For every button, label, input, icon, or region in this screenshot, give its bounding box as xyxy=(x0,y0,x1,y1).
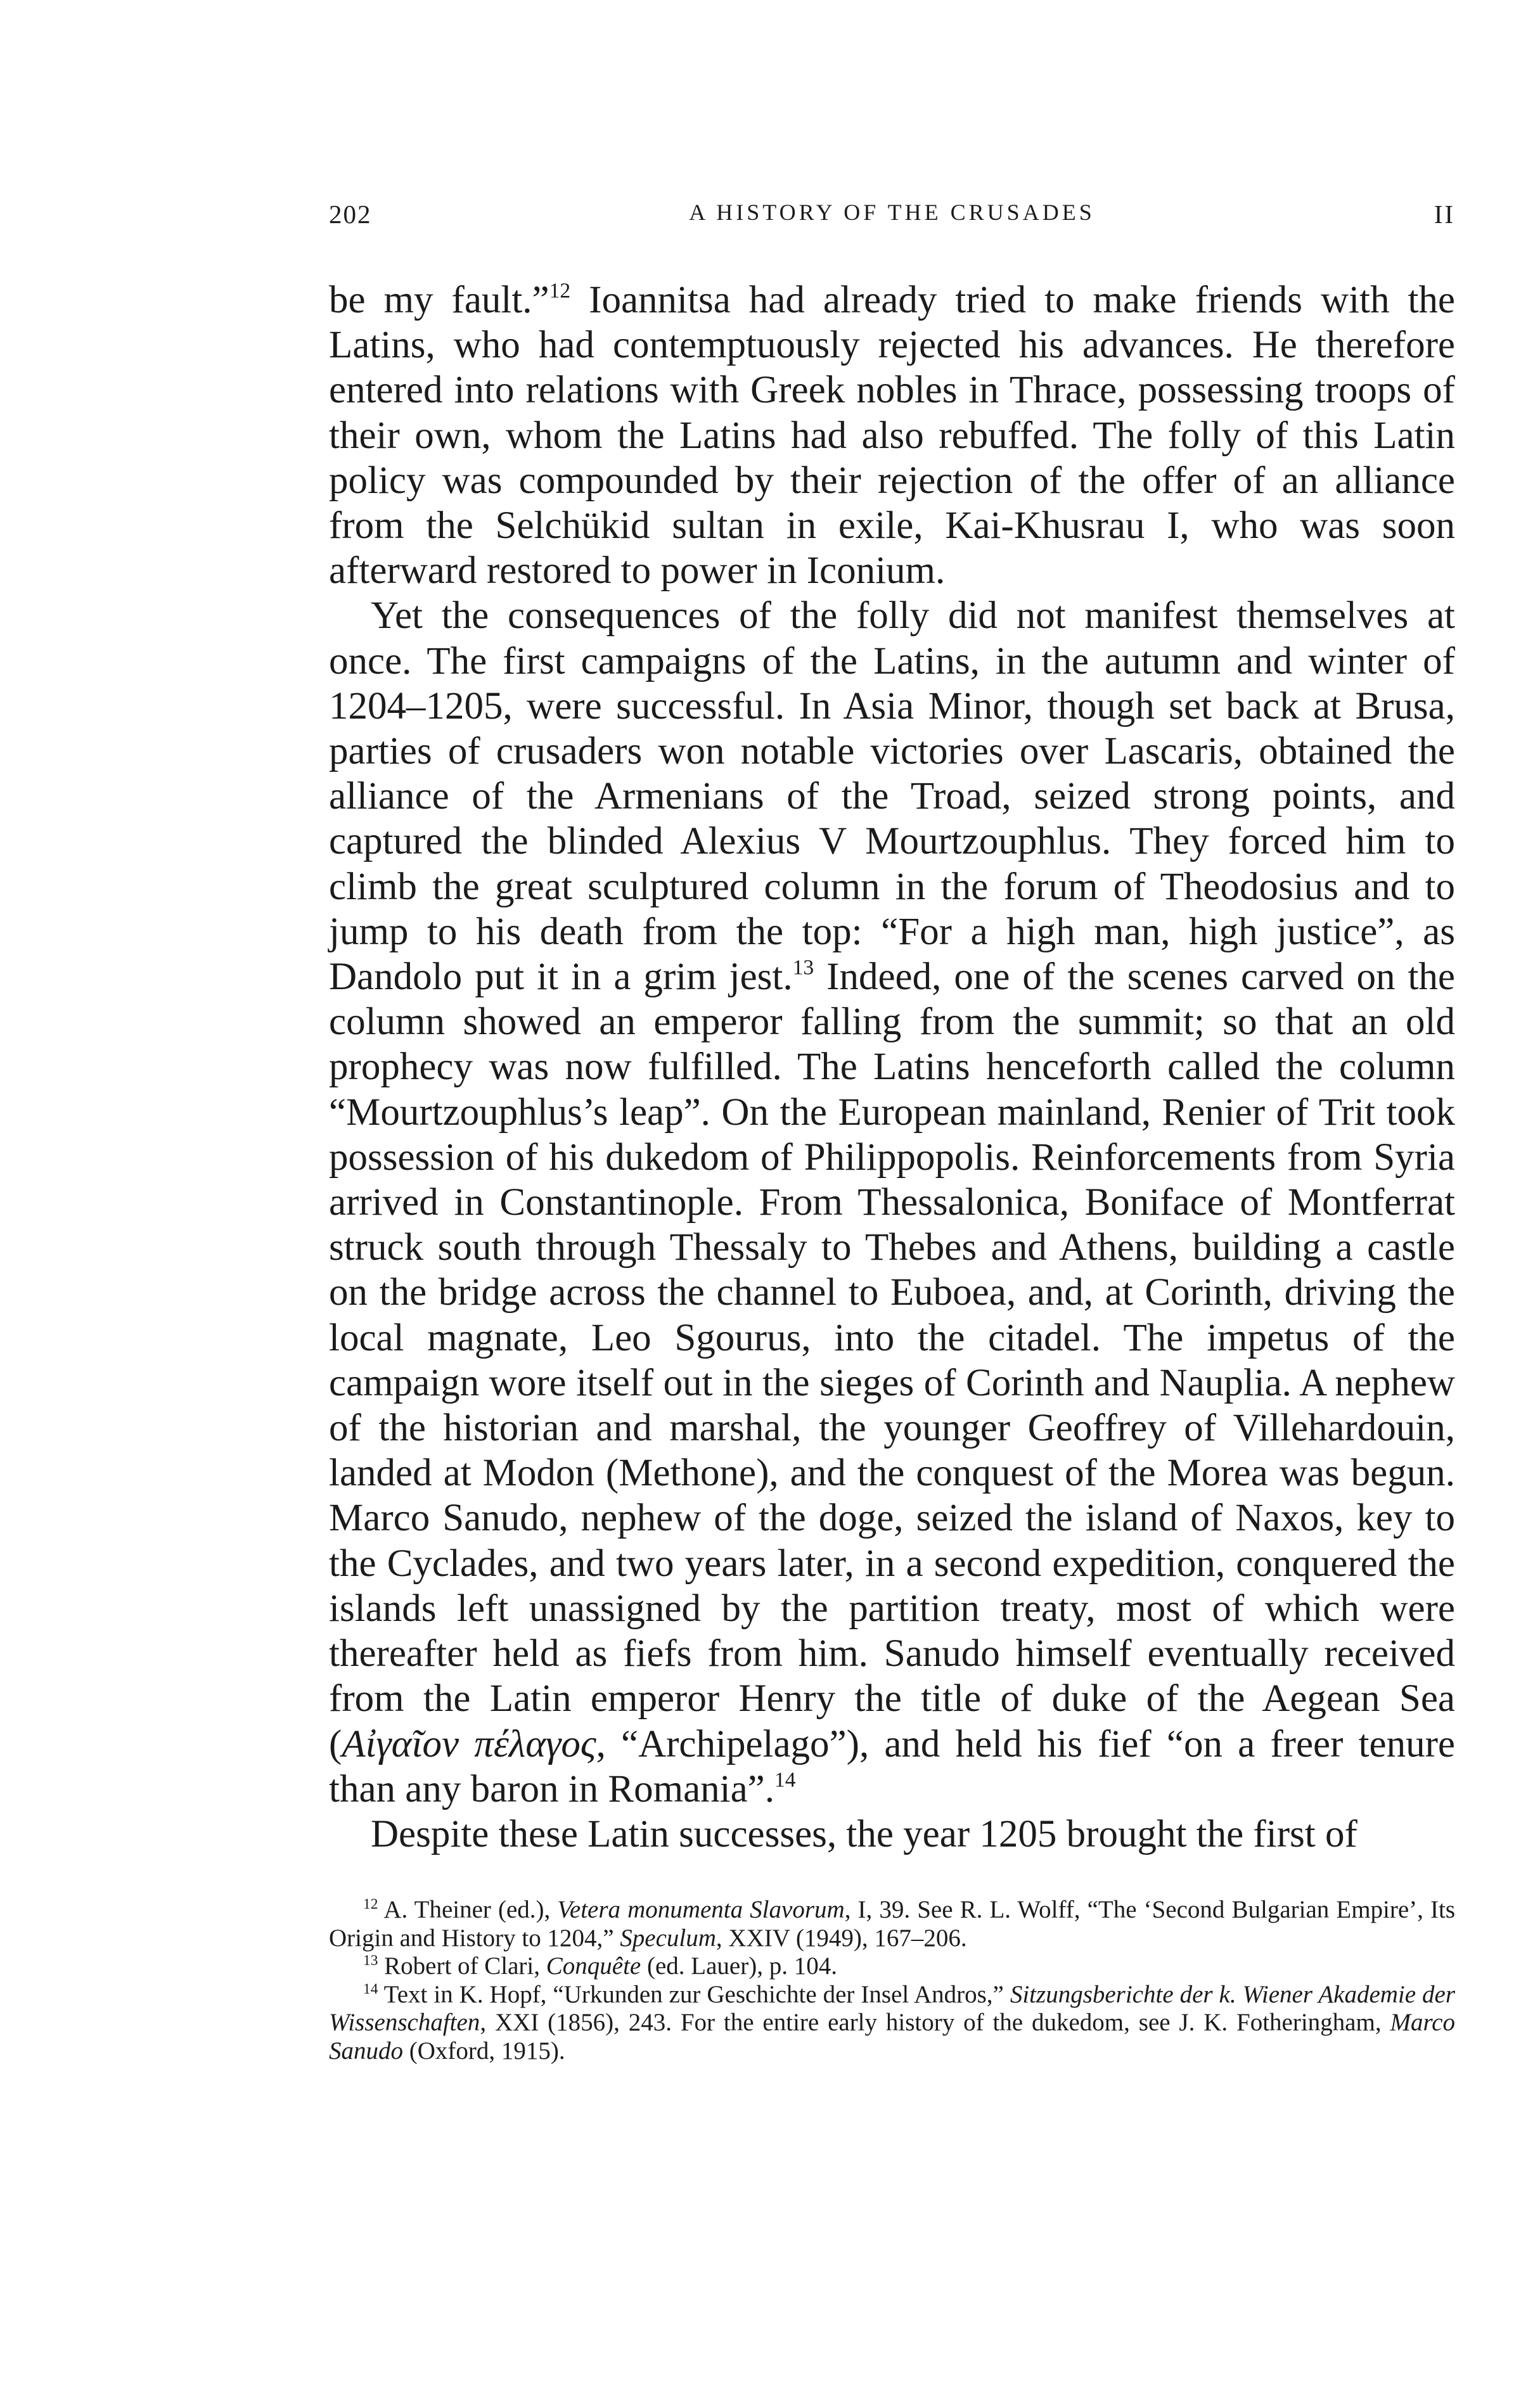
page-number: 202 xyxy=(329,200,372,229)
footnote-12-journal: Speculum xyxy=(620,1924,716,1952)
volume-number: II xyxy=(1434,200,1455,229)
paragraph-1-text-b: Ioannitsa had already tried to make friends with the Latins, who had contemptuously rejected his advances. He therefore entered into relations with Greek nobles in Thrace, possessing troops of their own, whom the Latins had also rebuffed. The folly of this Latin policy was compounded by their rejection of the offer of an alliance from the Selchükid sultan in exile, Kai-Khusrau I, who was soon afterward restored to power in Iconium. xyxy=(329,279,1455,592)
footnote-12-text-c: , XXIV (1949), 167–206. xyxy=(716,1924,967,1952)
footnote-ref-12: 12 xyxy=(549,279,571,303)
footnote-ref-13: 13 xyxy=(792,956,814,980)
footnote-14 xyxy=(329,1981,1455,2066)
paragraph-3 xyxy=(329,1812,1455,1857)
greek-phrase: Αἰγαῖον πέλαγος xyxy=(342,1722,596,1765)
footnotes xyxy=(329,1896,1455,2065)
footnote-14-text-a: Text in K. Hopf, “Urkunden zur Geschichte der Insel Andros,” xyxy=(378,1980,1010,2008)
paragraph-2-text-c: , “Archipelago”), and held his fief “on a freer tenure than any baron in Romania”. xyxy=(329,1722,1455,1810)
paragraph-3-text: Despite these Latin successes, the year 1205 brought the first of xyxy=(371,1812,1357,1855)
running-head xyxy=(329,190,1455,234)
paragraph-1 xyxy=(329,278,1455,593)
footnote-14-text-c: (Oxford, 1915). xyxy=(403,2037,565,2065)
main-text xyxy=(329,278,1455,1857)
footnote-12-text-b: , I, 39. See R. L. Wolff, “The ‘Second Bulgarian Empire’, Its Origin and History to 1204,” xyxy=(329,1896,1456,1952)
footnote-12-text-a: A. Theiner (ed.), xyxy=(378,1896,558,1924)
footnote-12 xyxy=(329,1896,1455,1952)
book-page xyxy=(329,190,1455,2065)
footnote-14-text-b: , XXI (1856), 243. For the entire early history of the dukedom, see J. K. Fotheringham, xyxy=(480,2009,1390,2037)
footnote-13-text-a: Robert of Clari, xyxy=(378,1952,546,1980)
footnote-13-work-title: Conquête xyxy=(546,1952,641,1980)
running-title: A HISTORY OF THE CRUSADES xyxy=(689,200,1095,225)
paragraph-1-text-a: be my fault.” xyxy=(329,279,549,321)
footnote-14-journal: Sitzungsberichte der k. Wiener Akademie der Wissenschaften xyxy=(329,1980,1456,2037)
paragraph-2 xyxy=(329,593,1455,1811)
footnote-12-number: 12 xyxy=(363,1896,378,1913)
footnote-14-work-title: Marco Sanudo xyxy=(329,2009,1455,2065)
paragraph-2-text-b: Indeed, one of the scenes carved on the column showed an emperor falling from the summit; so that an old prophecy was now fulfilled. The Latins henceforth called the column “Mourtzouphlus’s leap”. On the European mainland, Renier of Trit took possession of his dukedom of Philippopolis. Reinforcements from Syria arrived in Constantinople. From Thessalonica, Boniface of Montferrat struck south through Thessaly to Thebes and Athens, building a castle on the bridge across the channel to Euboea, and, at Corinth, driving the local magnate, Leo Sgourus, into the citadel. The impetus of the campaign wore itself out in the sieges of Corinth and Nauplia. A nephew of the historian and marshal, the younger Geoffrey of Villehardouin, landed at Modon (Methone), and the conquest of the Morea was begun. Marco Sanudo, nephew of the doge, seized the island of Naxos, key to the Cyclades, and two years later, in a second expedition, conquered the islands left unassigned by the partition treaty, most of which were thereafter held as fiefs from him. Sanudo himself eventually received from the Latin emperor Henry the title of duke of the Aegean Sea ( xyxy=(329,956,1455,1765)
footnote-13-text-b: (ed. Lauer), p. 104. xyxy=(641,1952,837,1980)
footnote-12-work-title: Vetera monumenta Slavorum xyxy=(557,1896,845,1924)
footnote-14-number: 14 xyxy=(363,1980,378,1997)
footnote-13-number: 13 xyxy=(363,1952,378,1969)
footnote-ref-14: 14 xyxy=(774,1768,796,1792)
footnote-13 xyxy=(329,1952,1455,1981)
paragraph-2-text-a: Yet the consequences of the folly did not manifest themselves at once. The first campaigns of the Latins, in the autumn and winter of 1204–1205, were successful. In Asia Minor, though set back at Brusa, parties of crusaders won notable victories over Lascaris, obtained the alliance of the Armenians of the Troad, seized strong points, and captured the blinded Alexius V Mourtzouphlus. They forced him to climb the great sculptured column in the forum of Theodosius and to jump to his death from the top: “For a high man, high justice”, as Dandolo put it in a grim jest. xyxy=(329,594,1455,999)
